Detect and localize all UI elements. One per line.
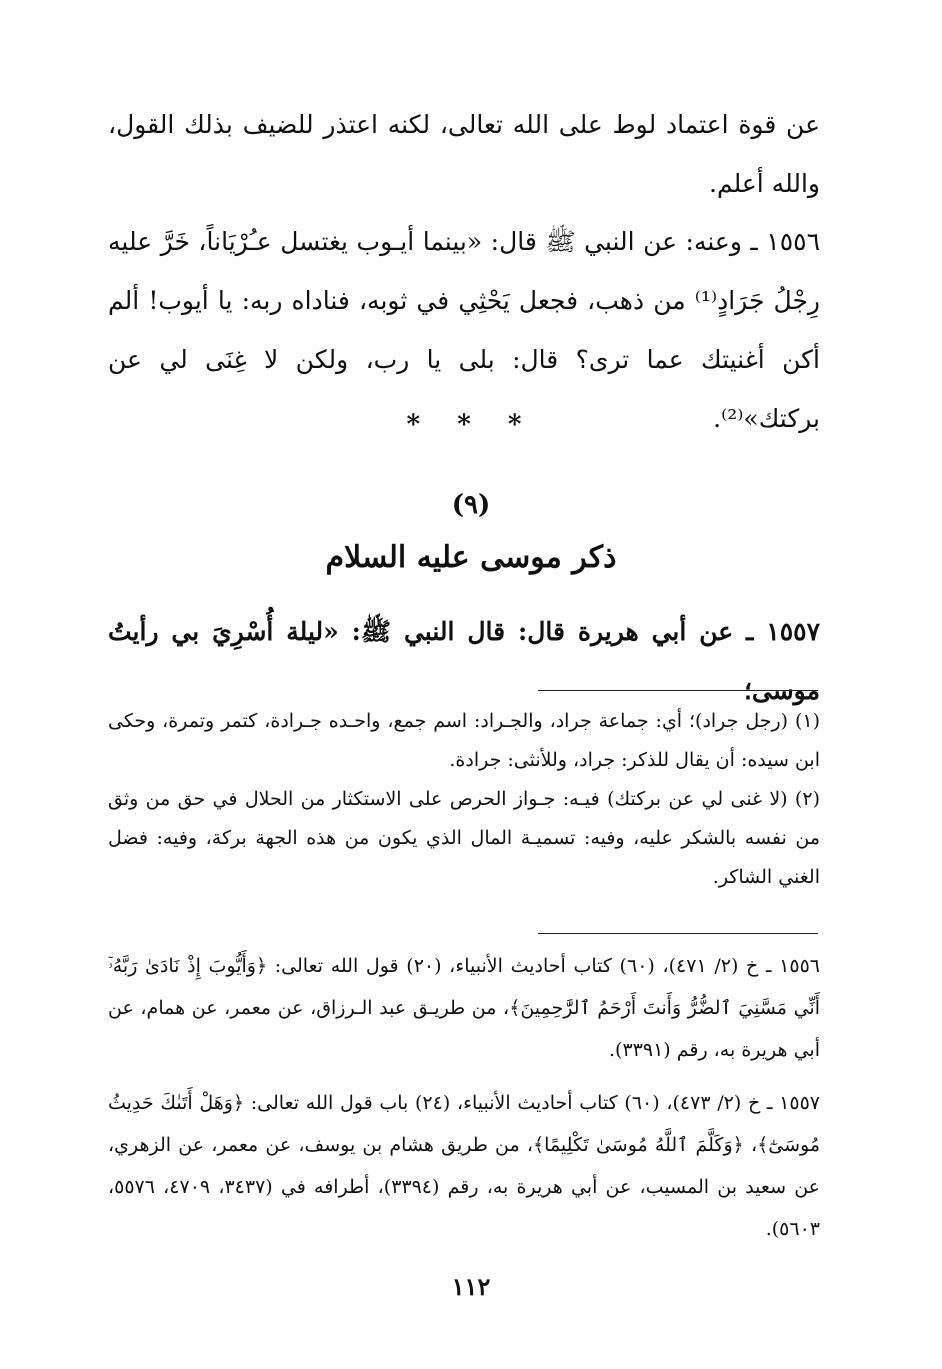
footnote-1: (١) (رجل جراد)؛ أي: جماعة جراد، والجـراد: اسم جمع، واحـده جـرادة، كتمر وتمرة، وحكى ابن سيده: أن يقال للذكر: جراد، وللأنثى: جرادة. (108, 710, 820, 771)
section-divider-stars: * * * (406, 410, 536, 440)
sources-separator (538, 933, 818, 934)
hadith-1556: ١٥٥٦ ـ وعنه: عن النبي ﷺ قال: «بينما أيـوب يغتسل عـُرْيَاناً، خَرَّ عليه رِجْلُ جَرَادٍ⁽¹⁾ من ذهب، فجعل يَحْثِي في ثوبه، فناداه ربه: يا أيوب! ألم أكن أغنيتك عما ترى؟ قال: بلى يا رب، ولكن لا غِنَى لي عن بركتك»⁽²⁾. (108, 227, 820, 433)
hadith-1557: ١٥٥٧ ـ عن أبي هريرة قال: قال النبي ﷺ: «ليلة أُسْرِيَ بي رأيتُ موسى؛ (108, 617, 820, 705)
paragraph-continuation: عن قوة اعتماد لوط على الله تعالى، لكنه اعتذر للضيف بذلك القول، والله أعلم. (108, 110, 820, 198)
footnote-2: (٢) (لا غنى لي عن بركتك) فيـه: جـواز الحرص على الاستكثار من الحلال في حق من وثق من نفسه بالشكر عليه، وفيه: تسميـة المال الذي يكون من هذه الجهة بركة، وفيه: فضل الغني الشاكر. (108, 788, 820, 888)
source-note-1557: ١٥٥٧ ـ خ (٢/ ٤٧٣)، (٦٠) كتاب أحاديث الأنبياء، (٢٤) باب قول الله تعالى: ﴿وَهَلْ أَتَىٰكَ حَدِيثُ مُوسَىٰٓ﴾، ﴿وَكَلَّمَ ٱللَّهُ مُوسَىٰ تَكْلِيمًا﴾، من طريق هشام بن يوسف، عن معمر، عن الزهري، عن سعيد بن المسيب، عن أبي هريرة به، رقم (٣٣٩٤)، أطرافه في (٣٤٣٧، ٤٧٠٩، ٥٥٧٦، ٥٦٠٣). (108, 1092, 820, 1240)
footnote-separator (538, 690, 818, 691)
page-number: ١١٢ (451, 1272, 491, 1301)
section-number: (٩) (451, 490, 491, 520)
source-note-1556: ١٥٥٦ ـ خ (٢/ ٤٧١)، (٦٠) كتاب أحاديث الأنبياء، (٢٠) قول الله تعالى: ﴿وَأَيُّوبَ إِذْ نَادَىٰ رَبَّهُۥٓ أَنِّي مَسَّنِيَ ٱلضُّرُّ وَأَنتَ أَرْحَمُ ٱلرَّٰحِمِينَ﴾، من طريـق عبد الـرزاق، عن معمر، عن همام، عن أبي هريرة به، رقم (٣٣٩١). (108, 955, 820, 1061)
section-title: ذكر موسى عليه السلام (325, 540, 617, 575)
